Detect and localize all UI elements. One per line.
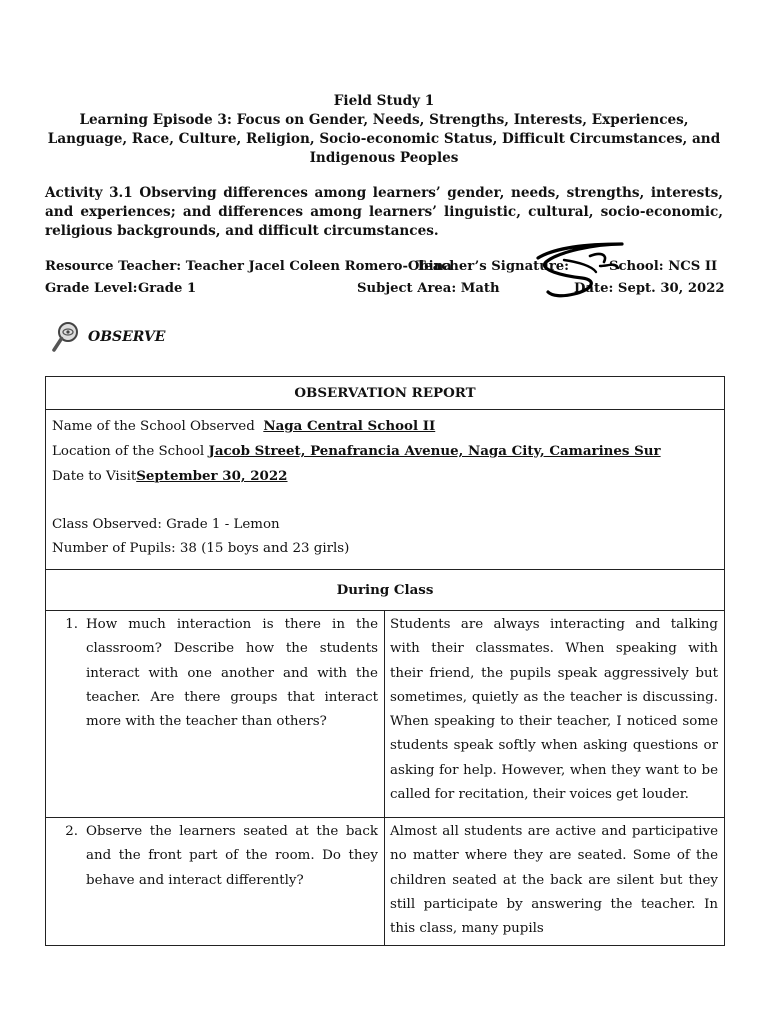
date-visit-value: September 30, 2022 bbox=[136, 468, 288, 484]
episode-title: Learning Episode 3: Focus on Gender, Needs, Strengths, Interests, Experiences, Language, Race, Culture, Religion, Socio-economic Status, Difficult Circumstances, and Indigenous Peoples bbox=[47, 112, 721, 166]
school-label: School: NCS II bbox=[609, 259, 718, 274]
table-row bbox=[46, 818, 725, 946]
observe-section bbox=[52, 320, 165, 354]
observation-report-table bbox=[45, 376, 725, 946]
question-text: How much interaction is there in the classroom? Describe how the students interact with one another and with the teacher. Are there groups that interact more with the teacher than others? bbox=[86, 617, 378, 730]
question-text: Observe the learners seated at the back and the front part of the room. Do they behave and interact differently? bbox=[86, 824, 378, 888]
class-observed: Class Observed: Grade 1 - Lemon bbox=[52, 517, 280, 532]
signature-image bbox=[534, 236, 634, 300]
question-number: 2. bbox=[65, 824, 78, 839]
teacher-signature-label: Teacher’s Signature: bbox=[416, 259, 570, 274]
observe-label: OBSERVE bbox=[88, 329, 166, 345]
date-visit-line bbox=[52, 464, 718, 489]
date-visit-label: Date to Visit bbox=[52, 469, 137, 484]
question-cell bbox=[46, 611, 385, 818]
date-label: Date: Sept. 30, 2022 bbox=[574, 281, 725, 296]
report-title: OBSERVATION REPORT bbox=[46, 377, 725, 410]
location-line bbox=[52, 439, 718, 464]
subject-area: Subject Area: Math bbox=[357, 281, 500, 296]
question-number: 1. bbox=[65, 617, 78, 632]
school-observed-line bbox=[52, 414, 718, 439]
resource-teacher: Resource Teacher: Teacher Jacel Coleen Romero-Obina bbox=[45, 259, 452, 274]
question-cell bbox=[46, 818, 385, 946]
school-observed-value: Naga Central School II bbox=[263, 418, 436, 434]
answer-cell: Almost all students are active and participative no matter where they are seated. Some of the children seated at the back are silent but they still participate by answering the teacher. In this class, many pupils bbox=[385, 818, 725, 946]
table-row bbox=[46, 611, 725, 818]
during-class-heading: During Class bbox=[46, 570, 725, 611]
document-header bbox=[40, 92, 728, 168]
report-info bbox=[46, 410, 725, 570]
answer-cell: Students are always interacting and talking with their classmates. When speaking with their friend, the pupils speak aggressively but sometimes, quietly as the teacher is discussing. When speaking to their teacher, I noticed some students speak softly when asking questions or asking for help. However, when they want to be called for recitation, their voices get louder. bbox=[385, 611, 725, 818]
activity-description: Activity 3.1 Observing differences among learners’ gender, needs, strengths, interests, and experiences; and differences among learners’ linguistic, cultural, socio-economic, religious backgrounds, and difficult circumstances. bbox=[45, 185, 723, 239]
school-observed-label: Name of the School Observed bbox=[52, 419, 255, 434]
magnifier-eye-icon bbox=[52, 321, 80, 353]
grade-level-label: Grade Level: bbox=[45, 281, 138, 296]
grade-level-value: Grade 1 bbox=[138, 281, 197, 296]
location-label: Location of the School bbox=[52, 444, 205, 459]
field-study-title: Field Study 1 bbox=[333, 93, 435, 109]
location-value: Jacob Street, Penafrancia Avenue, Naga City, Camarines Sur bbox=[208, 443, 661, 459]
number-of-pupils: Number of Pupils: 38 (15 boys and 23 girls) bbox=[52, 541, 350, 556]
